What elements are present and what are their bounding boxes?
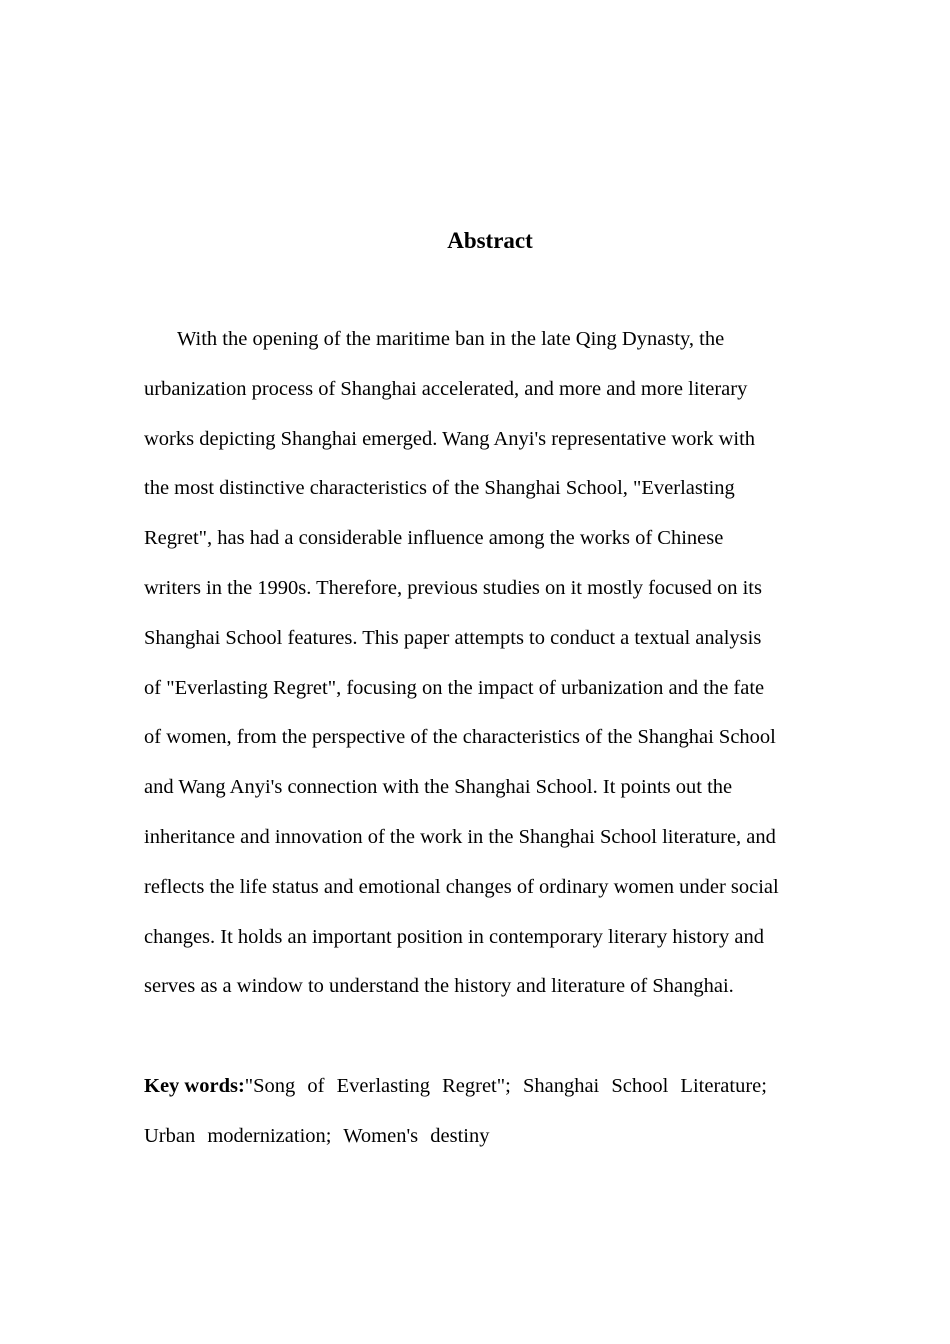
abstract-line: and Wang Anyi's connection with the Shanghai School. It points out the xyxy=(144,776,733,799)
page-title: Abstract xyxy=(447,228,533,253)
keywords-label: Key words: xyxy=(144,1075,245,1097)
abstract-line: reflects the life status and emotional changes of ordinary women under social xyxy=(144,875,779,898)
abstract-body xyxy=(144,315,844,1012)
abstract-line: urbanization process of Shanghai accelerated, and more and more literary xyxy=(144,377,748,400)
abstract-line: of women, from the perspective of the characteristics of the Shanghai School xyxy=(144,726,776,749)
keywords-line-1 xyxy=(144,1062,844,1112)
keywords-line-2: Urban modernization; Women's destiny xyxy=(144,1124,490,1147)
abstract-line: Shanghai School features. This paper attempts to conduct a textual analysis xyxy=(144,626,762,649)
abstract-line: works depicting Shanghai emerged. Wang Anyi's representative work with xyxy=(144,427,756,450)
abstract-line: Regret", has had a considerable influence among the works of Chinese xyxy=(144,527,724,550)
abstract-line: inheritance and innovation of the work in the Shanghai School literature, and xyxy=(144,825,776,848)
abstract-line: With the opening of the maritime ban in the late Qing Dynasty, the xyxy=(177,328,725,350)
abstract-line: changes. It holds an important position in contemporary literary history and xyxy=(144,925,764,948)
abstract-line: the most distinctive characteristics of the Shanghai School, "Everlasting xyxy=(144,477,735,500)
keywords-text: "Song of Everlasting Regret"; Shanghai School Literature; xyxy=(244,1075,767,1097)
abstract-line: writers in the 1990s. Therefore, previous studies on it mostly focused on its xyxy=(144,576,762,599)
abstract-line: of "Everlasting Regret", focusing on the impact of urbanization and the fate xyxy=(144,676,765,699)
abstract-line: serves as a window to understand the history and literature of Shanghai. xyxy=(144,975,734,998)
keywords-section xyxy=(144,1062,844,1162)
